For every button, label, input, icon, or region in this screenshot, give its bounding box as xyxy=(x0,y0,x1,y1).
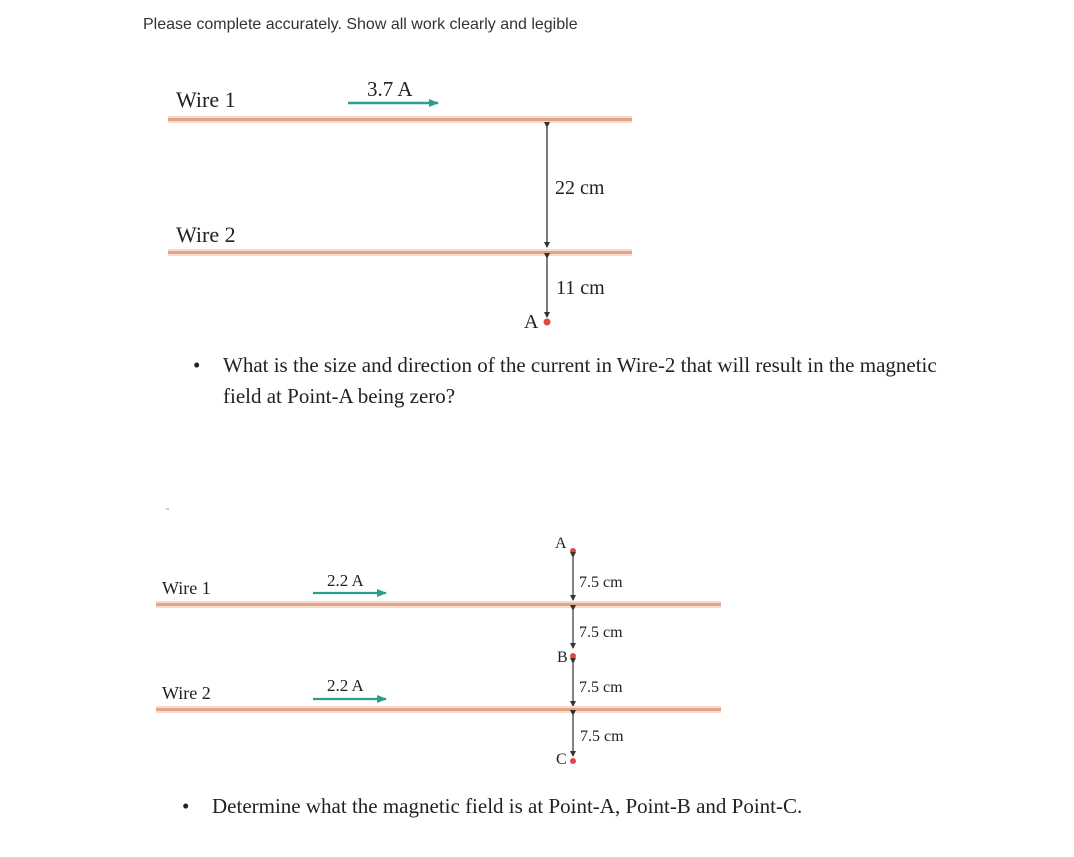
question-2-text: Determine what the magnetic field is at Point-A, Point-B and Point-C. xyxy=(212,794,803,818)
d1-wire1-label: Wire 1 xyxy=(176,87,236,112)
d1-wire2-label: Wire 2 xyxy=(176,222,236,247)
d2-wire2 xyxy=(156,706,721,713)
d2-point-b-label: B xyxy=(557,649,568,666)
diagram-1 xyxy=(168,77,632,333)
d1-distance-22-label: 22 cm xyxy=(555,177,605,199)
d1-point-a-label: A xyxy=(524,311,539,333)
d1-wire2 xyxy=(168,249,632,256)
instruction-text: Please complete accurately. Show all work clearly and legible xyxy=(143,16,578,33)
d2-wire1 xyxy=(156,601,721,608)
d2-wire2-label: Wire 2 xyxy=(162,683,211,703)
d2-point-c-label: C xyxy=(556,751,567,768)
d2-point-c-dot xyxy=(570,758,576,764)
diagram-2 xyxy=(156,535,721,768)
question-1-text: What is the size and direction of the current in Wire-2 that will result in the magnetic field at Point-A being zero? xyxy=(223,353,937,408)
d1-point-a-dot xyxy=(544,319,551,326)
d2-dist-b-w2-label: 7.5 cm xyxy=(579,679,623,696)
d2-dist-w2-c-label: 7.5 cm xyxy=(580,728,624,745)
d1-wire1 xyxy=(168,116,632,123)
d1-wire1-current-label: 3.7 A xyxy=(367,77,413,101)
question-1-bullet: • xyxy=(193,353,201,377)
question-1 xyxy=(193,350,943,412)
question-2 xyxy=(182,791,932,822)
d2-wire2-current-label: 2.2 A xyxy=(327,676,364,695)
question-2-bullet: • xyxy=(182,794,190,818)
d2-point-a-dot xyxy=(570,548,576,554)
d1-distance-11-label: 11 cm xyxy=(556,277,605,299)
d2-dist-w1-b-label: 7.5 cm xyxy=(579,624,623,641)
d2-point-b-dot xyxy=(570,653,576,659)
d2-wire1-label: Wire 1 xyxy=(162,578,211,598)
d2-dist-a-w1-label: 7.5 cm xyxy=(579,574,623,591)
d2-wire1-current-label: 2.2 A xyxy=(327,571,364,590)
d2-point-a-label: A xyxy=(555,535,567,552)
